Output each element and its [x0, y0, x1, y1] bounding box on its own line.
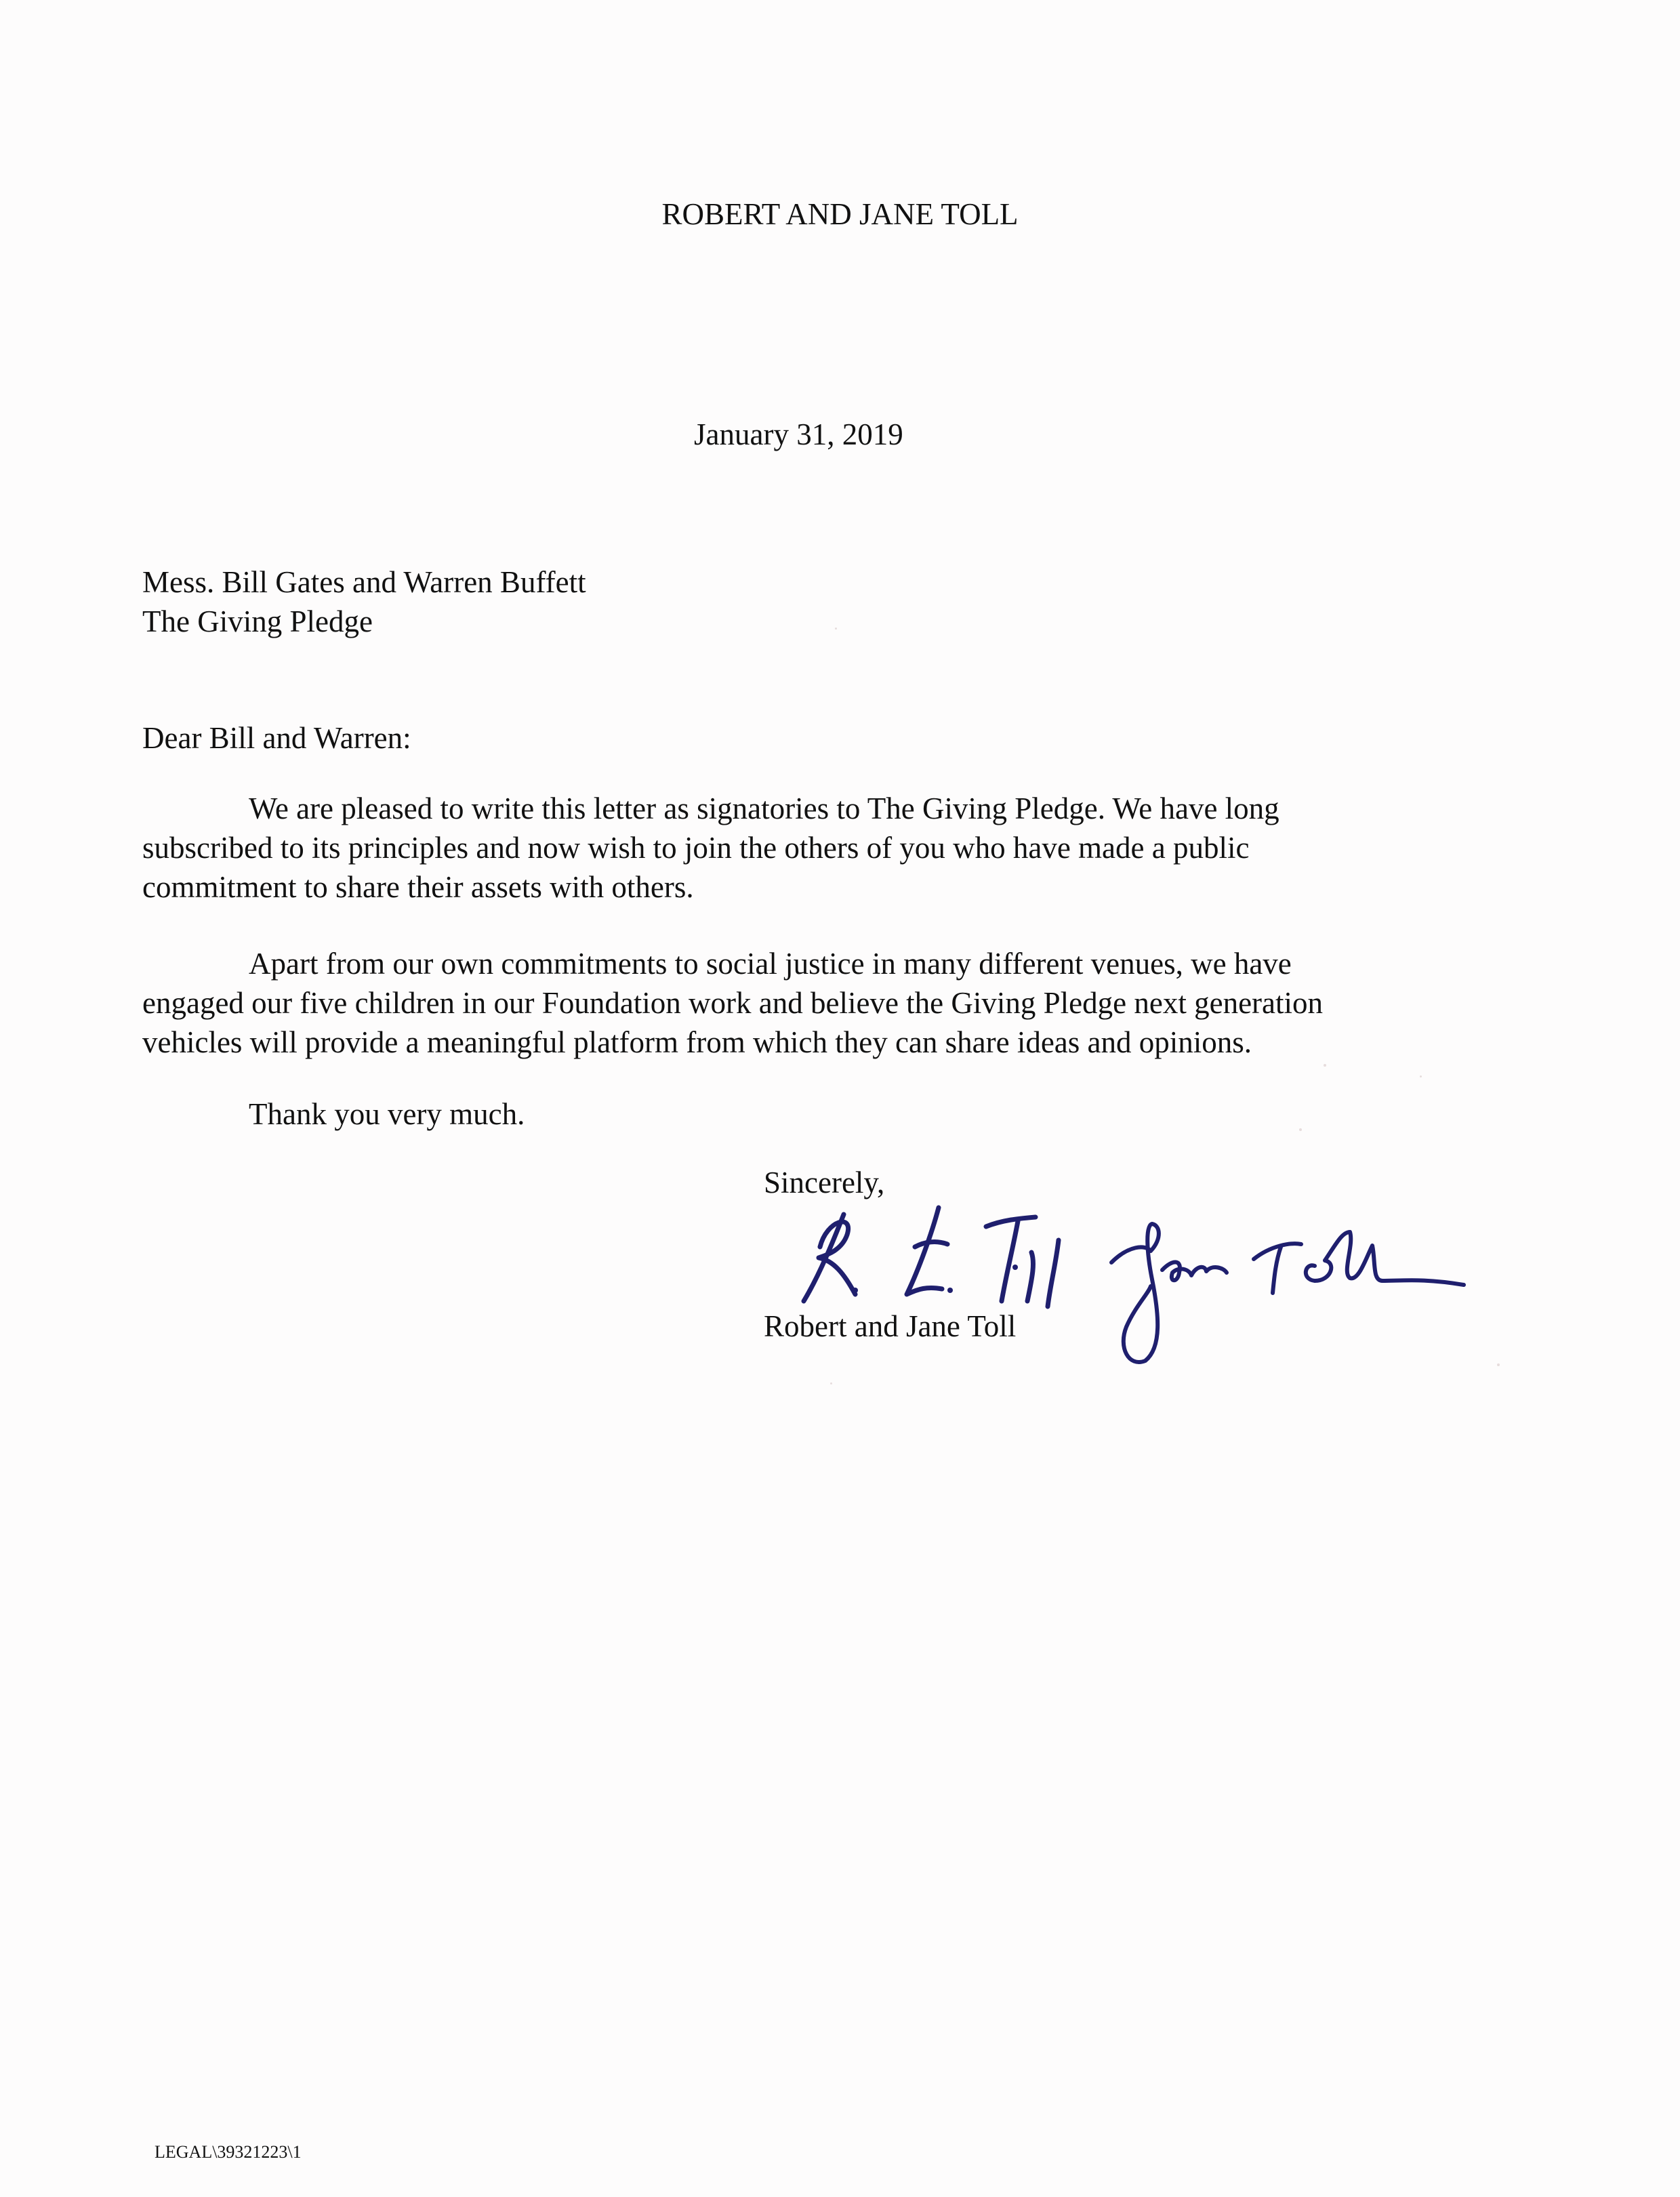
letterhead: ROBERT AND JANE TOLL — [661, 197, 1019, 231]
paper-speck — [1497, 1363, 1500, 1366]
paragraph-line: engaged our five children in our Foundation work and believe the Giving Pledge next generation — [142, 986, 1324, 1020]
paragraph-line: commitment to share their assets with others. — [142, 870, 694, 904]
jane-signature — [1098, 1205, 1477, 1374]
paper-speck — [1324, 1064, 1326, 1067]
document-id: LEGAL\39321223\1 — [155, 2142, 302, 2162]
paper-speck — [1299, 1128, 1302, 1131]
robert-signature — [779, 1199, 1091, 1315]
recipient-organization: The Giving Pledge — [142, 604, 373, 638]
paragraph-line: vehicles will provide a meaningful platform from which they can share ideas and opinions. — [142, 1025, 1252, 1059]
salutation: Dear Bill and Warren: — [142, 721, 411, 755]
body-paragraph-1 — [142, 789, 1511, 907]
letter-date: January 31, 2019 — [694, 417, 903, 451]
recipient-name: Mess. Bill Gates and Warren Buffett — [142, 565, 586, 599]
paragraph-line: subscribed to its principles and now wish to join the others of you who have made a public — [142, 831, 1250, 865]
closing: Sincerely, — [764, 1166, 885, 1199]
body-paragraph-3: Thank you very much. — [249, 1097, 525, 1131]
body-paragraph-2 — [142, 944, 1511, 1062]
paper-speck — [830, 1382, 832, 1384]
paper-speck — [1420, 1075, 1422, 1077]
paragraph-line: We are pleased to write this letter as signatories to The Giving Pledge. We have long — [249, 792, 1279, 825]
paper-speck — [835, 628, 837, 630]
paragraph-line: Apart from our own commitments to social justice in many different venues, we have — [249, 947, 1292, 981]
signatories-name: Robert and Jane Toll — [764, 1309, 1017, 1343]
